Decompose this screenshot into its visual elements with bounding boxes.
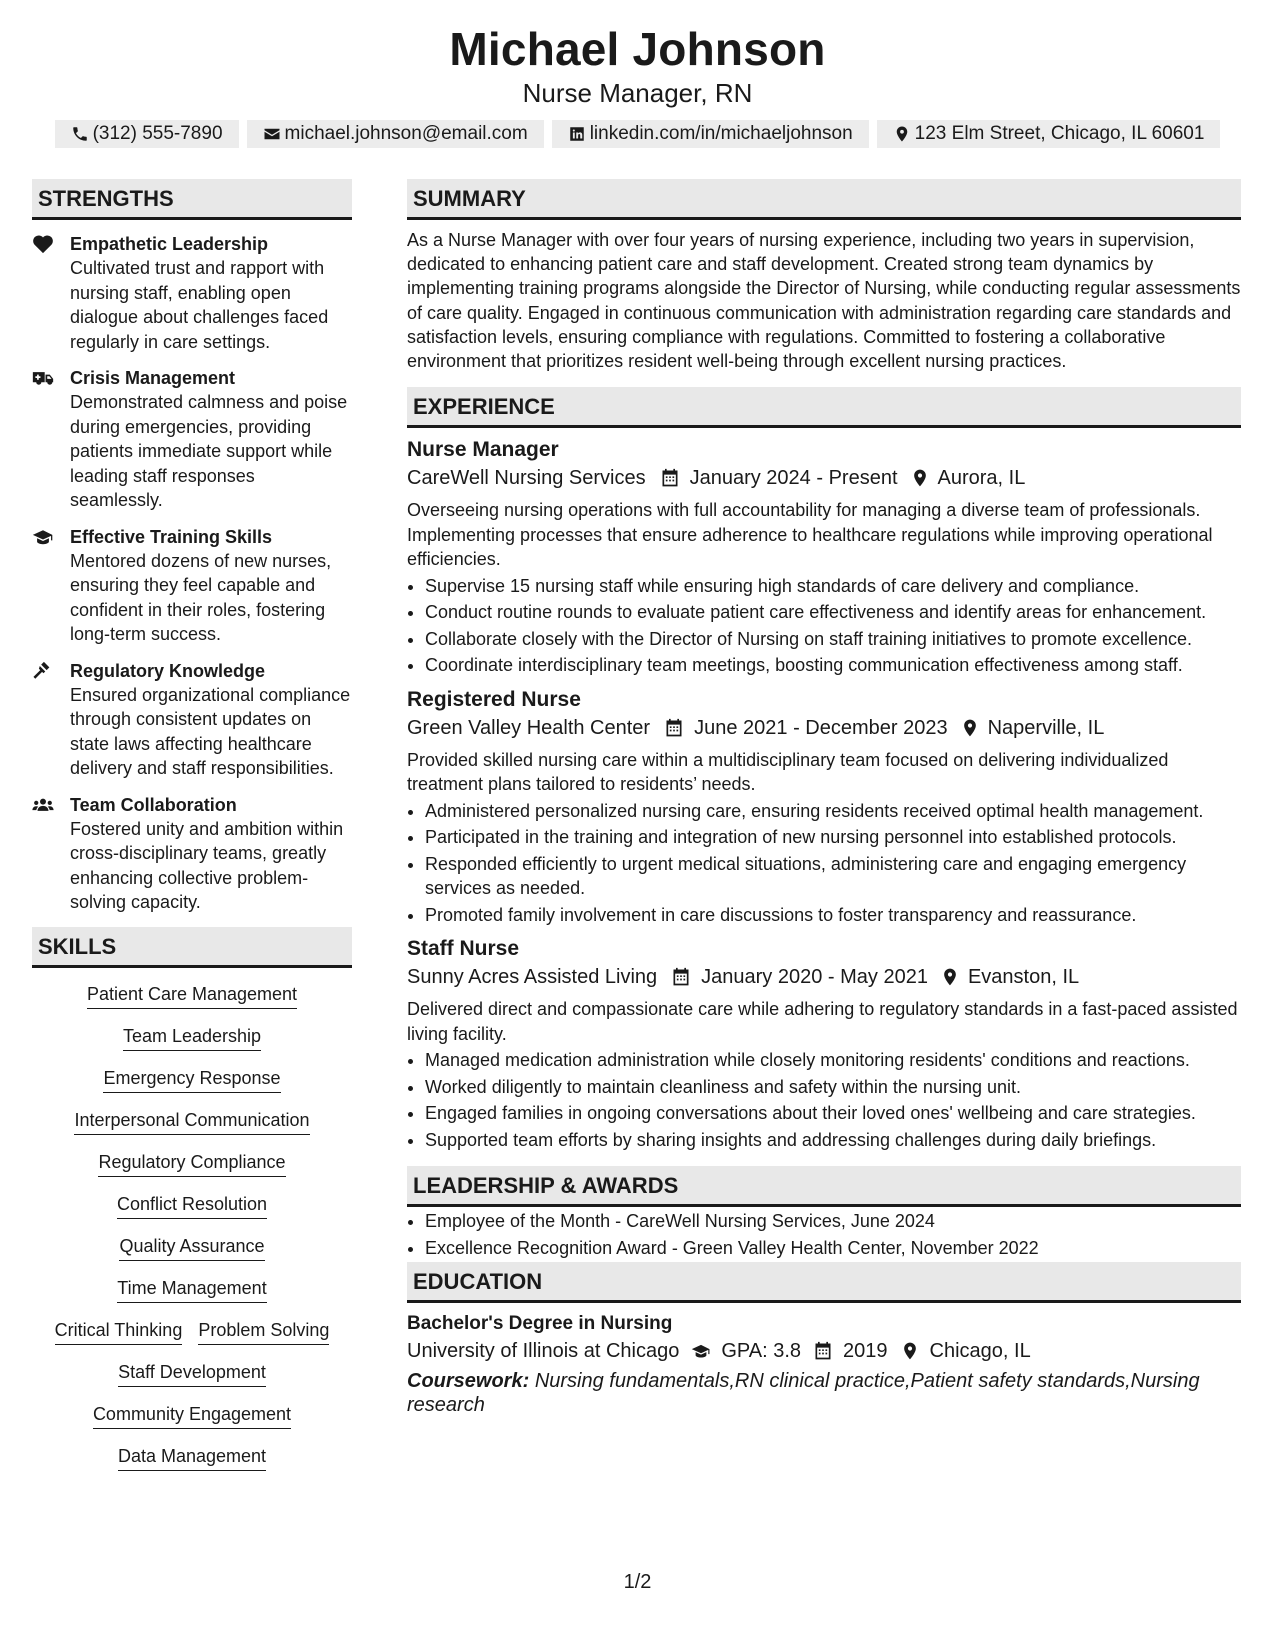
job-location: Evanston, IL bbox=[967, 966, 1080, 989]
job-title: Staff Nurse bbox=[407, 937, 520, 961]
contact-email-text: michael.johnson@email.com bbox=[284, 123, 528, 144]
job-title: Registered Nurse bbox=[407, 687, 581, 711]
job-bullets bbox=[407, 1048, 1241, 1152]
contact-phone[interactable] bbox=[55, 120, 239, 148]
contact-linkedin-text: linkedin.com/in/michaeljohnson bbox=[589, 123, 853, 144]
job-entry bbox=[407, 436, 1241, 678]
users-icon bbox=[32, 795, 54, 815]
map-pin-icon bbox=[960, 718, 980, 738]
calendar-icon bbox=[671, 967, 691, 987]
job-description: Delivered direct and compassionate care while adhering to regulatory standards in a fast-paced assisted living facility. bbox=[407, 999, 1238, 1044]
job-dates: January 2024 - Present bbox=[689, 467, 898, 490]
contact-linkedin[interactable] bbox=[552, 120, 869, 148]
calendar-icon bbox=[664, 718, 684, 738]
list-item: • Conduct routine rounds to evaluate patient care effectiveness and identify areas for enhancement. bbox=[425, 600, 1241, 625]
strength-desc: Cultivated trust and rapport with nursing staff, enabling open dialogue about challenges faced regularly in care settings. bbox=[70, 258, 329, 352]
skill-tag: Staff Development bbox=[32, 1360, 352, 1387]
awards-list bbox=[407, 1209, 1241, 1260]
skill-tag: Team Leadership bbox=[32, 1024, 352, 1051]
ambulance-icon bbox=[32, 368, 54, 388]
strength-item bbox=[32, 659, 352, 781]
skill-tag: Patient Care Management bbox=[32, 982, 352, 1009]
strength-title: Empathetic Leadership bbox=[70, 234, 269, 254]
skills-list bbox=[32, 968, 352, 1471]
graduation-cap-icon bbox=[691, 1341, 711, 1361]
job-bullets bbox=[407, 799, 1241, 928]
list-item: • Supervise 15 nursing staff while ensuring high standards of care delivery and compliance. bbox=[425, 574, 1241, 599]
right-column bbox=[407, 179, 1241, 1471]
strengths-heading: STRENGTHS bbox=[32, 179, 352, 220]
strengths-list bbox=[32, 232, 352, 915]
map-pin-icon bbox=[893, 125, 911, 143]
education-gpa: GPA: 3.8 bbox=[721, 1340, 802, 1363]
contact-email[interactable] bbox=[247, 120, 544, 148]
skill-tag: Community Engagement bbox=[32, 1402, 352, 1429]
envelope-icon bbox=[263, 125, 281, 143]
contact-phone-text: (312) 555-7890 bbox=[92, 123, 223, 144]
job-company: Green Valley Health Center bbox=[407, 716, 651, 739]
strength-title: Crisis Management bbox=[70, 368, 236, 388]
calendar-icon bbox=[813, 1341, 833, 1361]
linkedin-icon bbox=[568, 125, 586, 143]
job-bullets bbox=[407, 574, 1241, 678]
left-column bbox=[32, 179, 352, 1471]
strength-title: Effective Training Skills bbox=[70, 526, 273, 547]
strength-item bbox=[32, 232, 352, 354]
list-item: • Employee of the Month - CareWell Nursing Services, June 2024 bbox=[425, 1209, 1241, 1234]
experience-heading: EXPERIENCE bbox=[407, 387, 1241, 428]
coursework-label: Coursework: bbox=[407, 1370, 530, 1393]
map-pin-icon bbox=[940, 967, 960, 987]
heart-icon bbox=[32, 234, 54, 254]
strength-title: Regulatory Knowledge bbox=[70, 660, 266, 681]
job-title: Nurse Manager bbox=[407, 438, 559, 462]
skill-tag: Data Management bbox=[32, 1444, 352, 1471]
job-description: Provided skilled nursing care within a multidisciplinary team focused on delivering individualized treatment plans tailored to residents’ needs. bbox=[407, 749, 1169, 795]
education-year: 2019 bbox=[843, 1340, 888, 1363]
map-pin-icon bbox=[900, 1341, 920, 1361]
skill-tag: Regulatory Compliance bbox=[32, 1150, 352, 1177]
list-item: • Collaborate closely with the Director of Nursing on staff training initiatives to promote excellence. bbox=[425, 627, 1241, 652]
job-location: Naperville, IL bbox=[987, 716, 1105, 739]
resume-header bbox=[0, 0, 1275, 148]
phone-icon bbox=[71, 125, 89, 143]
list-item: • Engaged families in ongoing conversations about their loved ones' wellbeing and care strategies. bbox=[425, 1101, 1241, 1126]
skill-tag: Conflict Resolution bbox=[32, 1192, 352, 1219]
list-item: • Supported team efforts by sharing insights and addressing challenges during daily briefings. bbox=[425, 1128, 1241, 1153]
skill-tag: Critical Thinking bbox=[55, 1318, 183, 1345]
job-entry bbox=[407, 935, 1241, 1152]
page-number: 1/2 bbox=[623, 1571, 652, 1593]
job-description: Overseeing nursing operations with full accountability for managing a diverse team of professionals. Implementing processes that ensure adherence to healthcare regulations while improving operational efficiencies. bbox=[407, 500, 1213, 570]
skill-tag: Problem Solving bbox=[198, 1318, 329, 1345]
job-company: CareWell Nursing Services bbox=[407, 467, 646, 490]
strength-desc: Ensured organizational compliance through consistent updates on state laws affecting healthcare delivery and staff responsibilities. bbox=[70, 684, 351, 778]
job-entry bbox=[407, 686, 1241, 928]
candidate-name: Michael Johnson bbox=[449, 23, 826, 75]
job-company: Sunny Acres Assisted Living bbox=[407, 966, 658, 989]
skill-tag: Time Management bbox=[32, 1276, 352, 1303]
list-item: • Administered personalized nursing care, ensuring residents received optimal health management. bbox=[425, 799, 1241, 824]
education-meta bbox=[407, 1337, 1241, 1365]
skill-tag: Quality Assurance bbox=[32, 1234, 352, 1261]
strength-desc: Demonstrated calmness and poise during emergencies, providing patients immediate support while leading staff responses seamlessly. bbox=[70, 392, 348, 510]
list-item: • Participated in the training and integration of new nursing personnel into established protocols. bbox=[425, 825, 1241, 850]
skill-tag: Emergency Response bbox=[32, 1066, 352, 1093]
strength-item bbox=[32, 366, 352, 513]
job-meta bbox=[407, 714, 1241, 742]
list-item: • Excellence Recognition Award - Green Valley Health Center, November 2022 bbox=[425, 1236, 1241, 1261]
job-meta bbox=[407, 464, 1241, 492]
summary-text: As a Nurse Manager with over four years of nursing experience, including two years in supervision, dedicated to enhancing patient care and staff development. Created strong team dynamics by implementing training programs alongside the Director of Nursing, while conducting regular assessments of care quality. Engaged in continuous communication with administration regarding care standards and satisfaction levels, ensuring compliance with regulations. Committed to fostering a collaborative environment that prioritizes resident well-being through excellent nursing practices. bbox=[407, 230, 1241, 372]
coursework-text: Nursing fundamentals,RN clinical practice,Patient safety standards,Nursing research bbox=[407, 1370, 1200, 1417]
contact-address-text: 123 Elm Street, Chicago, IL 60601 bbox=[914, 123, 1205, 144]
calendar-icon bbox=[660, 468, 680, 488]
strength-desc: Fostered unity and ambition within cross-disciplinary teams, greatly enhancing collective problem-solving capacity. bbox=[70, 818, 344, 912]
education-school: University of Illinois at Chicago bbox=[407, 1340, 680, 1363]
candidate-title: Nurse Manager, RN bbox=[522, 78, 753, 108]
graduation-cap-icon bbox=[32, 527, 54, 547]
job-dates: January 2020 - May 2021 bbox=[701, 966, 928, 989]
education-coursework bbox=[407, 1369, 1241, 1417]
strength-title: Team Collaboration bbox=[70, 794, 237, 815]
education-heading: EDUCATION bbox=[407, 1262, 1241, 1303]
list-item: • Promoted family involvement in care discussions to foster transparency and reassurance. bbox=[425, 903, 1241, 928]
education-location: Chicago, IL bbox=[929, 1340, 1031, 1363]
awards-heading: LEADERSHIP & AWARDS bbox=[407, 1166, 1241, 1207]
job-meta bbox=[407, 963, 1241, 991]
strength-desc: Mentored dozens of new nurses, ensuring they feel capable and confident in their roles, fostering long-term success. bbox=[70, 550, 332, 644]
job-dates: June 2021 - December 2023 bbox=[694, 716, 948, 739]
contact-bar bbox=[0, 120, 1275, 148]
job-location: Aurora, IL bbox=[937, 467, 1026, 490]
skill-tag: Interpersonal Communication bbox=[32, 1108, 352, 1135]
gavel-icon bbox=[32, 661, 54, 681]
education-degree: Bachelor's Degree in Nursing bbox=[407, 1313, 673, 1335]
map-pin-icon bbox=[910, 468, 930, 488]
summary-heading: SUMMARY bbox=[407, 179, 1241, 220]
list-item: • Managed medication administration while closely monitoring residents' conditions and reactions. bbox=[425, 1048, 1241, 1073]
list-item: • Responded efficiently to urgent medical situations, administering care and engaging emergency services as needed. bbox=[425, 852, 1241, 901]
list-item: • Worked diligently to maintain cleanliness and safety within the nursing unit. bbox=[425, 1075, 1241, 1100]
strength-item bbox=[32, 525, 352, 647]
strength-item bbox=[32, 793, 352, 915]
skills-heading: SKILLS bbox=[32, 927, 352, 968]
list-item: • Coordinate interdisciplinary team meetings, boosting communication effectiveness among staff. bbox=[425, 653, 1241, 678]
contact-address[interactable] bbox=[877, 120, 1221, 148]
